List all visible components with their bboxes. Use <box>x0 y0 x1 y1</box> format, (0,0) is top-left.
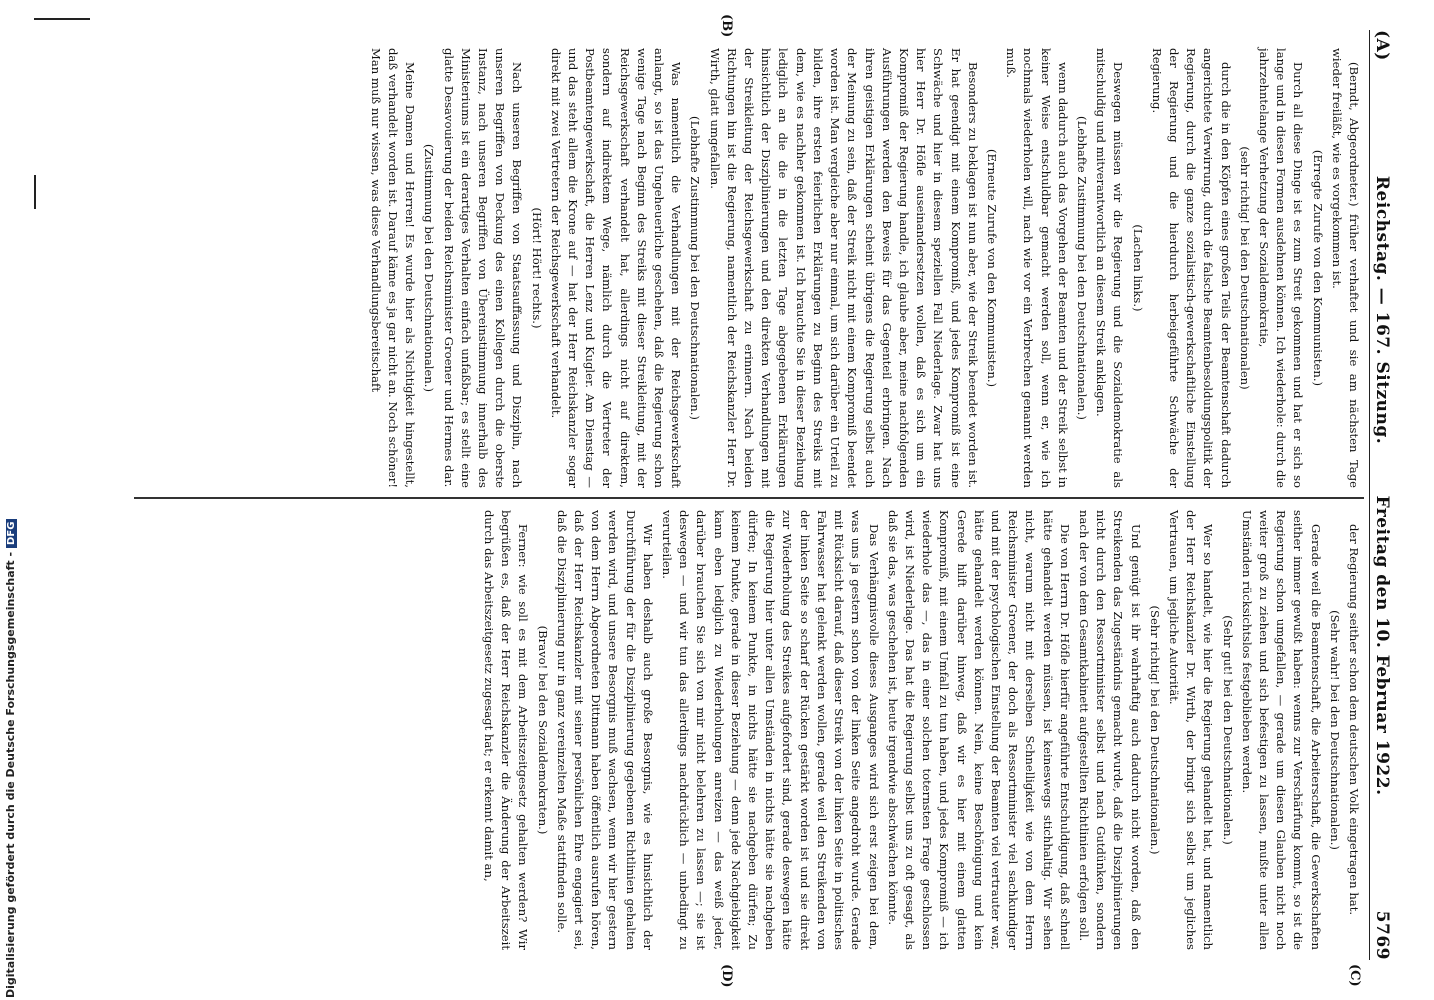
scan-artifact-line <box>34 18 90 20</box>
margin-marker-b: (B) <box>719 14 734 38</box>
interjection: (sehr richtig! bei den Deutschnationalen) <box>1237 146 1252 390</box>
interjection: (Sehr wahr! bei den Deutschnationalen.) <box>1327 610 1342 850</box>
header-session: Reichstag. — 167. Sitzung. Freitag den 10. Februar 1922. <box>1372 175 1392 796</box>
paragraph: wenn dadurch auch das Vorgehen der Beamten und der Streik selbst in keiner Weise entschuldbar gemacht werden soll, wenn er, wie ich nochmals wiederholen will, nach wie vor ein Verbrechen genannt werden muß. <box>1004 48 1070 488</box>
left-column <box>365 48 1362 488</box>
paragraph: Ferner: wie soll es mit dem Arbeitszeitgesetz gehalten werden? Wir begrüßen es, daß der Herr Reichskanzler die Änderung der Arbeitszeit durch das Arbeitszeitgesetz zugesagt hat; er erkennt damit an, <box>482 510 531 950</box>
interjection: (Sehr gut! bei den Deutschnationalen.) <box>1220 615 1235 845</box>
interjection: (Bravo! bei den Sozialdemokraten.) <box>535 625 550 835</box>
margin-marker-c: (C) <box>1347 964 1362 987</box>
scan-artifact-mark <box>34 175 36 209</box>
paragraph: Besonders zu beklagen ist nun aber, wie der Streik beendet worden ist. Er hat geendigt mit einem Kompromiß, und jedes Kompromiß ist eine Schwäche und hier in diesem speziellen Fall Niederlage. Zwar hat uns hier Herr Dr. Höfle auseinandersetzen wollen, daß es sich um ein Kompromiß der Regierung handle, ich glaube aber, meine nachfolgenden Ausführungen werden den Beweis für das Gegenteil erbringen. Nach ihren geistigen Erklärungen scheint übrigens die Regierung selbst auch der Meinung zu sein, daß der Streik nicht mit einem Kompromiß beendet worden ist. Man vergleiche aber nur einmal, um sich darüber ein Urteil zu bilden, ihre ersten feierlichen Erklärungen zu Beginn des Streiks mit dem, wie es nachher gekommen ist. Ich brauchte Sie in dieser Beziehung lediglich an die die in die letzten Tage abgegebenen Erklärungen hinsichtlich der Disziplinierungen und den direkten Verhandlungen mit der Streikleitung der Reichsgewerkschaft zu erinnern. Nach beiden Richtungen hin ist die Regierung, namentlich der Reichskanzler Herr Dr. Wirth, glatt umgefallen. <box>707 48 980 488</box>
paragraph: Durch all diese Dinge ist es zum Streit gekommen und hat er sich so lange und in diesen Formen ausdehnen können. Ich wiederhole: durch die jahrzehntelange Verhetzung der Sozialdemokratie, <box>1256 48 1306 488</box>
paragraph: Meine Damen und Herren! Es wurde hier als Nichtigkeit hingestellt, daß verhandelt worden ist. Darauf käme es ja gar nicht an. Noch schöner! Man muß nur wissen, was diese Verhandlungsbereitschaft <box>368 48 418 488</box>
paragraph: Das Verhängnisvolle dieses Ausganges wird sich erst zeigen bei dem, was uns ja gestern schon von der linken Seite angedroht wurde. Gerade mit Rücksicht darauf, daß dieser Streik von der linken Seite in politisches Fahrwasser hat gelenkt werden wollen, gerade weil den Streikenden von der linken Seite so scharf der Rücken gestärkt worden ist und sie direkt zur Wiederholung des Streikes aufgefordert sind, gerade deswegen hätte die Regierung hier unter allen Umständen in nichts hätte sie nachgeben dürfen; In keinem Punkte, in nichts hätte sie nachgeben dürfen; Zu keinem Punkte, gerade in dieser Beziehung — denn jede Nachgiebigkeit kann eben lediglich zu Wiederholungen anreizen — das weiß jeder, darüber brauchen Sie sich von mir nicht belehren zu lassen —; sie ist deswegen — und wir tun das allerdings nachdrücklich — unbedingt zu verurteilen. <box>660 510 881 950</box>
right-column <box>478 510 1362 950</box>
paragraph: durch die in den Köpfen eines großen Teils der Beamtenschaft dadurch angerichtete Verwirrung, durch die falsche Beamtenbesoldungspolitik der Regierung, durch die ganze sozialistisch-gewerkschaftliche Einstellung der Regierung und die hierdurch herbeigeführte Schwäche der Regierung. <box>1149 48 1233 488</box>
paragraph: Nach unseren Begriffen von Staatsauffassung und Disziplin, nach unseren Begriffen von Deckung des einen Kollegen durch die oberste Instanz, nach unseren Begriffen von Übereinstimmung innerhalb des Ministeriums ist ein derartiges Verhalten einfach unfaßbar; es stellt eine glatte Desavouierung der beiden Reichsminister Groener und Hermes dar. <box>441 48 525 488</box>
paragraph: Was namentlich die Verhandlungen mit der Reichsgewerkschaft anlangt, so ist das Ungeheuerliche geschehen, daß die Regierung schon wenige Tage nach Beginn des Streiks mit dieser Streikleitung, mit der Reichsgewerkschaft verhandelt hat, allerdings nicht auf direktem, sondern auf indirektem Wege, nämlich durch die Vertreter der Postbeamtengewerkschaft, die Herren Lenz und Kugler. Am Dienstag — und das steht allem die Krone auf — hat der Herr Reichskanzler sogar direkt mit zwei Vertretern der Reichsgewerkschaft verhandelt. <box>548 48 684 488</box>
digitization-credit: Digitalisierung gefördert durch die Deutsche Forschungsgemeinschaft -DFG <box>4 519 17 998</box>
column-divider <box>134 497 1364 499</box>
interjection: (Sehr richtig! bei den Deutschnationalen.) <box>1147 605 1162 855</box>
interjection: (Lebhafte Zustimmung bei den Deutschnationalen.) <box>1074 116 1089 420</box>
interjection: (Erneute Zurufe von den Kommunisten.) <box>984 148 999 388</box>
interjection: (Lachen links.) <box>1130 224 1145 312</box>
paragraph: Die von Herrn Dr. Höfle hierfür angeführte Entschuldigung, daß schnell hätte gehandelt werden müssen, ist keineswegs stichhaltig. Wir sehen nicht, warum nicht mit derselben Schnelligkeit wie von dem Herrn Reichsminister Groener, der doch als Ressortminister viel sachkundiger und mit der psychologischen Einstellung der Beamten viel vertrauter war, hätte gehandelt werden können. Nein, keine Beschönigung und kein Gerede hilft darüber hinweg, daß wir es hier mit einem glatten Kompromiß, mit einem Umfall zu tun haben, und jedes Kompromiß — ich wiederhole das —, das in einer solchen toternsten Frage geschlossen wird, ist Niederlage. Das hat die Regierung selbst uns zu oft gesagt, als daß sie das, was geschehen ist, heute irgendwie abschwächen könnte. <box>885 510 1072 950</box>
paragraph: Gerade weil die Beamtenschaft, die Arbeiterschaft, die Gewerkschaften seither immer gewußt haben: wenns zur Verschärfung kommt, so ist die Regierung schon umgefallen, — gerade um diesen Glauben nicht noch weiter groß zu ziehen und sich befestigen zu lassen, mußte unter allen Umständen rücksichtslos festgeblieben werden. <box>1239 510 1323 950</box>
interjection: (Erregte Zurufe von den Kommunisten.) <box>1310 149 1325 387</box>
paragraph: Deswegen müssen wir die Regierung und die Sozialdemokratie als mitschuldig und mitverantwortlich an diesem Streik anklagen. <box>1094 48 1126 488</box>
margin-marker-d: (D) <box>719 964 734 988</box>
page-number: 5769 <box>1372 910 1392 960</box>
dfg-logo: DFG <box>6 519 17 548</box>
paragraph: (Berndt, Abgeordneter.) früher verhaftet und sie am nächsten Tage wieder freiläßt, wie es vorgekommen ist. <box>1329 48 1361 488</box>
interjection: (Zustimmung bei den Deutschnationalen.) <box>422 143 437 393</box>
paragraph: Wir haben deshalb auch große Besorgnis, wie es hinsichtlich der Durchführung der für die Disziplinierung gegebenen Richtlinien gehalten werden wird, und unsere Besorgnis muß wachsen, wenn wir hier gestern von dem Herrn Abgeordneten Dittmann haben öffentlich ausrufen hören, daß der Herr Reichskanzler mit seiner persönlichen Ehre engagiert sei, daß die Disziplinierung nur in ganz vereinzelten Maße stattfinden solle. <box>554 510 655 950</box>
margin-marker-a: (A) <box>1372 30 1392 61</box>
page-header <box>1369 30 1394 960</box>
paragraph: Und genügt ist ihr wahrhaftig auch dadurch nicht worden, daß den Streikenden das Zugeständnis gemacht wurde, daß die Disziplinierungen nicht durch den Ressortminister selbst und nach Gutdünken, sondern nach der von dem Gesamtkabinett aufgestellten Richtlinien erfolgen soll. <box>1076 510 1143 950</box>
paragraph: der Regierung seither schon dem deutschen Volk eingetragen hat. <box>1347 524 1361 916</box>
interjection: (Lebhafte Zustimmung bei den Deutschnationalen.) <box>688 116 703 420</box>
paragraph: Wer so handelt, wie hier die Regierung gehandelt hat, und namentlich der Herr Reichskanzler Dr. Wirth, der bringt sich selbst um jegliches Vertrauen, um jegliche Autorität. <box>1166 510 1216 950</box>
interjection: (Hört! Hört! rechts.) <box>529 207 544 329</box>
